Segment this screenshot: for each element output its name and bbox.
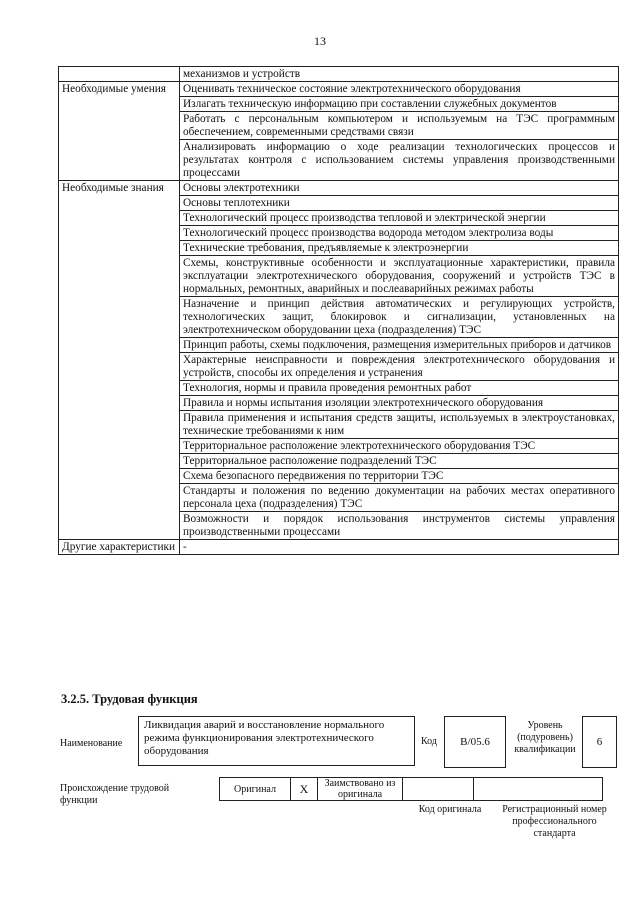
row-item: Работать с персональным компьютером и используемым на ТЭС программным обеспечением, современными средствами связи (180, 112, 619, 140)
row-category (59, 338, 180, 353)
table-row (59, 540, 619, 555)
row-item: Правила и нормы испытания изоляции электротехнического оборудования (180, 396, 619, 411)
table-row (59, 381, 619, 396)
table-row (59, 67, 619, 82)
row-item: Схемы, конструктивные особенности и эксплуатационные характеристики, правила эксплуатации электротехнического оборудования, сооружений и устройств ТЭС в нормальных, ремонтных, аварийных и послеаварийных режимах работы (180, 256, 619, 297)
row-item: Основы теплотехники (180, 196, 619, 211)
row-item: Характерные неисправности и повреждения электротехнического оборудования и устройств, способы их определения и устранения (180, 353, 619, 381)
table-row (59, 469, 619, 484)
origin-label: Происхождение трудовой функции (60, 783, 170, 806)
borrowed-cell: Заимствовано из оригинала (318, 778, 403, 801)
row-category (59, 439, 180, 454)
table-row (59, 454, 619, 469)
row-category (59, 297, 180, 338)
row-item: - (180, 540, 619, 555)
row-item: Технические требования, предъявляемые к электроэнергии (180, 241, 619, 256)
table-row (59, 211, 619, 226)
origin-table (219, 777, 603, 801)
row-item: Технологический процесс производства водорода методом электролиза воды (180, 226, 619, 241)
qualification-level-label: Уровень (подуровень) квалификации (514, 720, 576, 755)
row-item: Оценивать техническое состояние электротехнического оборудования (180, 82, 619, 97)
row-item: Территориальное расположение электротехнического оборудования ТЭС (180, 439, 619, 454)
section-title: 3.2.5. Трудовая функция (61, 692, 198, 706)
row-item: Технология, нормы и правила проведения ремонтных работ (180, 381, 619, 396)
table-row (59, 256, 619, 297)
row-category: Другие характеристики (59, 540, 180, 555)
row-category (59, 381, 180, 396)
row-item: Анализировать информацию о ходе реализации технологических процессов и результатах контроля с использованием системы управления производственными процессами (180, 140, 619, 181)
row-category (59, 256, 180, 297)
table-row (59, 112, 619, 140)
table-row (59, 439, 619, 454)
table-row (59, 297, 619, 338)
registration-number-label: Регистрационный номер профессионального стандарта (502, 804, 607, 839)
table-row (59, 484, 619, 512)
row-item: Излагать техническую информацию при составлении служебных документов (180, 97, 619, 112)
original-cell: Оригинал (220, 778, 291, 801)
table-row (59, 82, 619, 97)
row-item: Правила применения и испытания средств защиты, используемых в электроустановках, технические требованиями к ним (180, 411, 619, 439)
original-mark-cell: X (291, 778, 318, 801)
row-category (59, 97, 180, 112)
row-category (59, 512, 180, 540)
row-item: Технологический процесс производства тепловой и электрической энергии (180, 211, 619, 226)
function-name-field: Ликвидация аварий и восстановление нормального режима функционирования электротехнического оборудования (138, 716, 415, 766)
row-category (59, 241, 180, 256)
row-item: Возможности и порядок использования инструментов системы управления производственными процессами (180, 512, 619, 540)
row-category (59, 396, 180, 411)
table-row (59, 97, 619, 112)
page-number: 13 (314, 34, 326, 48)
table-row (59, 338, 619, 353)
row-item: Основы электротехники (180, 181, 619, 196)
row-item: механизмов и устройств (180, 67, 619, 82)
table-row (59, 181, 619, 196)
row-category (59, 140, 180, 181)
row-category (59, 226, 180, 241)
code-label: Код (421, 736, 437, 747)
row-category (59, 112, 180, 140)
qualification-level-field: 6 (582, 716, 617, 768)
skills-knowledge-table (58, 66, 619, 555)
table-row (59, 241, 619, 256)
table-row (59, 396, 619, 411)
row-category (59, 484, 180, 512)
row-category (59, 454, 180, 469)
table-row (59, 353, 619, 381)
name-label: Наименование (60, 738, 123, 749)
row-category (59, 411, 180, 439)
row-item: Стандарты и положения по ведению документации на рабочих местах оперативного персонала цеха (подразделения) ТЭС (180, 484, 619, 512)
row-category (59, 196, 180, 211)
table-row (59, 226, 619, 241)
row-category: Необходимые умения (59, 82, 180, 97)
table-row (59, 512, 619, 540)
origin-code-cell (403, 778, 474, 801)
row-category: Необходимые знания (59, 181, 180, 196)
row-category (59, 211, 180, 226)
table-row (59, 196, 619, 211)
row-item: Назначение и принцип действия автоматических и регулирующих устройств, технологических защит, блокировок и сигнализации, установленных на электротехническом оборудовании цеха (подразделения) ТЭС (180, 297, 619, 338)
row-category (59, 67, 180, 82)
table-row (59, 411, 619, 439)
row-item: Территориальное расположение подразделений ТЭС (180, 454, 619, 469)
row-category (59, 353, 180, 381)
code-field: B/05.6 (444, 716, 506, 768)
origin-code-label: Код оригинала (418, 804, 482, 815)
row-item: Схема безопасного передвижения по территории ТЭС (180, 469, 619, 484)
row-item: Принцип работы, схемы подключения, размещения измерительных приборов и датчиков (180, 338, 619, 353)
registration-number-cell (474, 778, 603, 801)
table-row (59, 140, 619, 181)
row-category (59, 469, 180, 484)
